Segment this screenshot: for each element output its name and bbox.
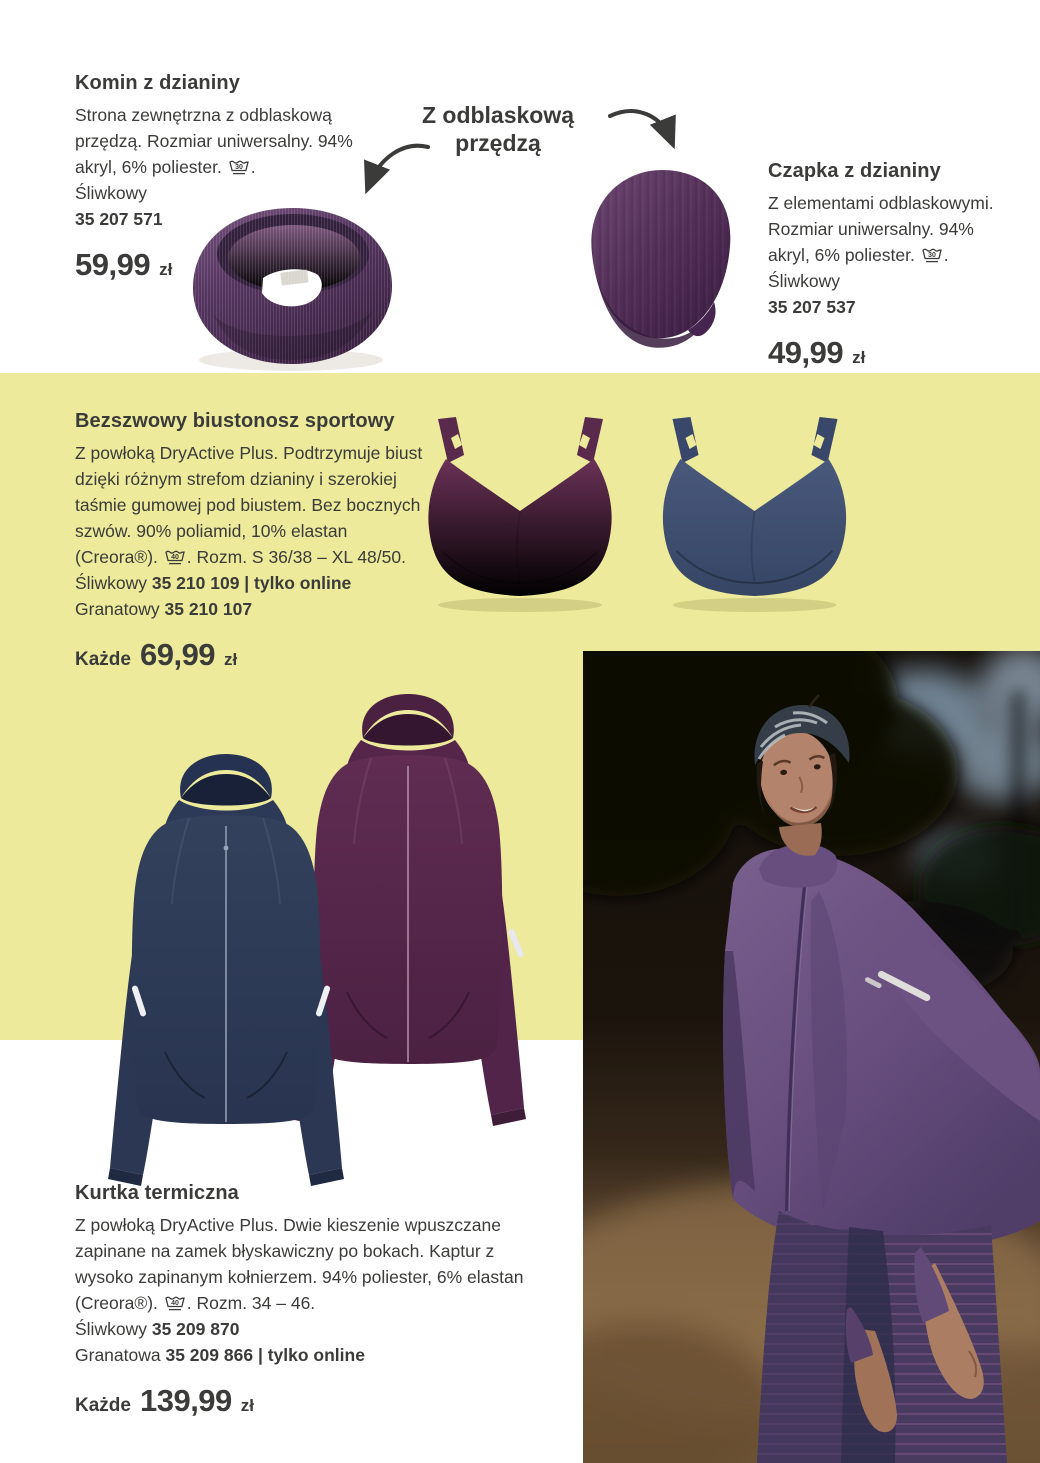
product-title: Kurtka termiczna (75, 1182, 239, 1204)
product-title: Czapka z dzianiny (768, 160, 941, 182)
jacket-navy (108, 754, 344, 1186)
product-description: Z powłoką DryActive Plus. Dwie kieszenie wpuszczane zapinane na zamek błyskawiczny po bokach. Kaptur z wysoko zapinanym kołnierzem. 94% poliester, 6% elastan (Creora®). 40 . Rozm. 34 – 46. (75, 1215, 524, 1313)
reflective-stripe (508, 928, 525, 958)
variant-row: Śliwkowy 35 209 870 (75, 1319, 240, 1339)
svg-text:40: 40 (170, 1299, 179, 1307)
product-image-bra-navy (650, 413, 860, 615)
svg-text:30: 30 (234, 163, 243, 171)
product-description: Z powłoką DryActive Plus. Podtrzymuje biust dzięki różnym strefom dzianiny i szerokiej taśmie gumowej pod biustem. Bez bocznych szwów. 90% poliamid, 10% elastan (Creora®). 40 . Rozm. S 36/38 – XL 48/50. (75, 443, 423, 567)
price-prefix: Każde (75, 1395, 131, 1416)
product-description: Z elementami odblaskowymi. Rozmiar uniwersalny. 94% akryl, 6% poliester. 30 . Śliwkowy (768, 193, 994, 291)
product-image-jackets (85, 688, 545, 1190)
price-currency: zł (159, 260, 173, 279)
wash-icon (921, 247, 943, 264)
variant-row: Śliwkowy 35 210 109 | tylko online (75, 573, 352, 593)
product-description: Strona zewnętrzna z odblaskową przędzą. Rozmiar uniwersalny. 94% akryl, 6% poliester. 30 . (75, 105, 353, 177)
wash-icon (164, 1295, 186, 1312)
wash-icon (164, 549, 186, 566)
callout-line1: Z odblaskową (421, 102, 575, 128)
price-currency: zł (852, 348, 866, 367)
model-photo (583, 651, 1040, 1463)
wash-icon (228, 159, 250, 176)
svg-text:40: 40 (170, 553, 179, 561)
arrow-right-icon (610, 111, 671, 140)
product-block-kurtka (75, 1182, 553, 1419)
variant-row: Granatowy 35 210 107 (75, 599, 253, 619)
callout-line2: przędzą (455, 130, 541, 156)
color-name: Śliwkowy (75, 183, 147, 203)
variant-row: Granatowa 35 209 866 | tylko online (75, 1345, 365, 1365)
product-block-czapka (768, 160, 996, 371)
price-amount: 139,99 (139, 1383, 232, 1418)
price-currency: zł (240, 1396, 255, 1415)
price-amount: 59,99 (75, 247, 151, 282)
model-photo-scene (583, 651, 1040, 1463)
product-image-czapka (566, 158, 751, 353)
product-title: Bezszwowy biustonosz sportowy (75, 410, 395, 432)
article-number: 35 207 537 (768, 297, 856, 317)
product-image-komin (185, 192, 400, 377)
product-title: Komin z dzianiny (75, 72, 240, 94)
price-prefix: Każde (75, 649, 131, 670)
product-image-bra-plum (418, 413, 623, 615)
price-row (768, 335, 996, 371)
price-amount: 49,99 (768, 335, 844, 370)
arrow-left-icon (369, 146, 428, 185)
product-block-biustonosz (75, 410, 425, 673)
price-amount: 69,99 (139, 637, 216, 672)
price-currency: zł (224, 650, 238, 669)
price-row (75, 637, 425, 673)
svg-text:30: 30 (927, 251, 936, 259)
price-row (75, 1383, 553, 1419)
article-number: 35 207 571 (75, 209, 163, 229)
